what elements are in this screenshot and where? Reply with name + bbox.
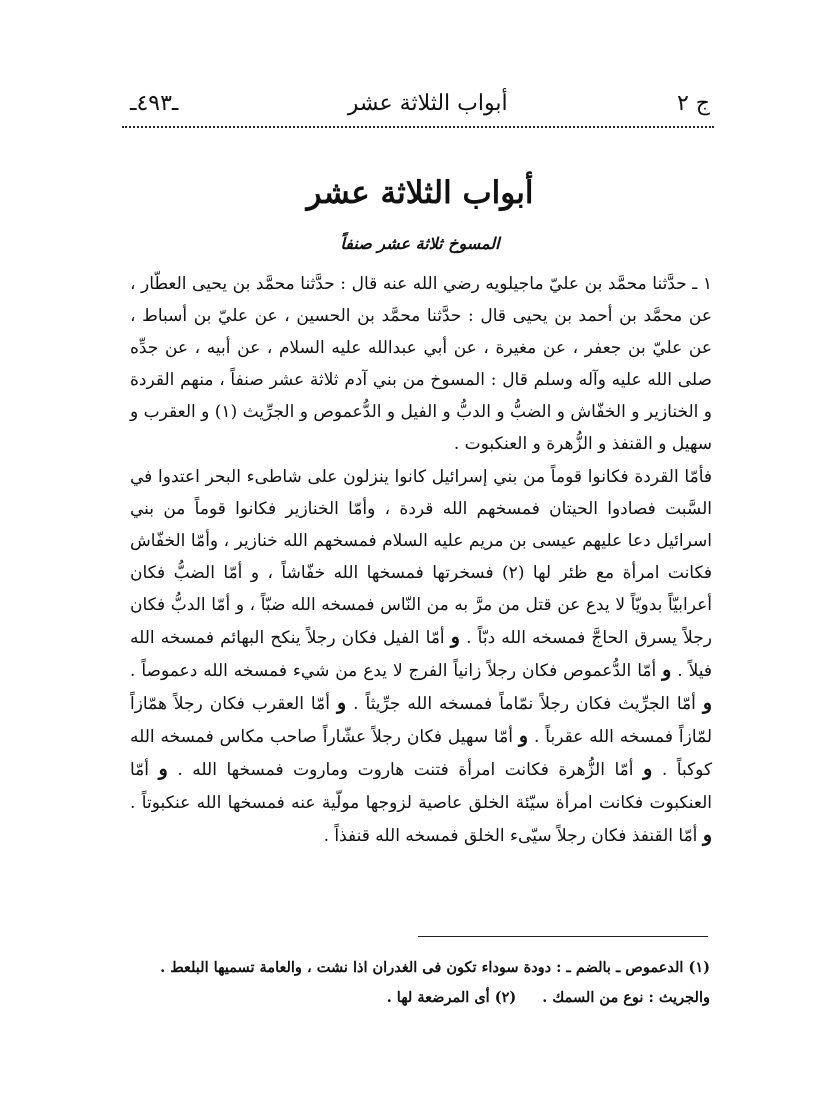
section-connector: و — [702, 823, 712, 846]
footnotes — [125, 953, 710, 1013]
page-number: ـ٤٩٣ـ — [130, 90, 179, 116]
paragraph-2-i: أمّا القنفذ فكان رجلاً سيّىء الخلق فمسخه الله قنفذاً . — [323, 825, 698, 846]
section-connector: و — [643, 758, 653, 781]
section-connector: و — [158, 758, 168, 781]
footnote-divider — [418, 936, 708, 937]
paragraph-2-g: أمّا الزُّهرة فكانت امرأة فتنت هاروت وماروت فمسخها الله . — [177, 760, 634, 781]
paragraph-2-h: أمّا العنكبوت فكانت امرأة سيّئة الخلق عاصية لزوجها مولّية عنه فمسخها الله عنكبوتاً . — [130, 760, 712, 813]
paragraph-2-f: أمّا سهيل فكان رجلاً عشّاراً صاحب مكاس فمسخه الله كوكباً . — [130, 727, 713, 781]
running-header — [130, 86, 710, 120]
footnote-2-text: (٢) أى المرضعة لها . — [386, 989, 517, 1006]
paragraph-2-d: أمّا الجرِّيث فكان رجلاً نمّاماً فمسخه الله جرِّيثاً . — [353, 694, 696, 715]
volume-label: ج ٢ — [676, 90, 710, 116]
section-connector: و — [336, 692, 347, 715]
footnote-1 — [125, 953, 710, 1013]
header-divider — [122, 126, 714, 128]
paragraph-1: ١ ـ حدَّثنا محمَّد بن عليّ ماجيلويه رضي الله عنه قال : حدَّثنا محمَّد بن يحيى العطّار ، عن محمَّد بن أحمد بن يحيى قال : حدَّثنا محمَّد بن الحسين ، عن عليّ بن أسباط ، عن عليّ بن جعفر ، عن مغيرة ، عن أبي عبدالله عليه السلام ، عن أبيه ، عن جدِّه صلى الله عليه وآله وسلم قال : المسوخ من بني آدم ثلاثة عشر صنفاً ، منهم القردة و الخنازير و الخفّاش و الضبُّ و الدبُّ و الفيل و الدُّعموص و الجرِّيث (١) و العقرب و سهيل و القنفذ و الزُّهرة و العنكبوت . — [130, 274, 713, 455]
running-title: أبواب الثلاثة عشر — [347, 90, 508, 116]
paragraph-2-e: أمّا العقرب فكان رجلاً همّازاً لمّازاً فمسخه الله عقرباً . — [130, 694, 713, 748]
paragraph-2 — [130, 461, 712, 852]
section-connector: و — [450, 626, 460, 649]
paragraph-2-a: فأمّا القردة فكانوا قوماً من بني إسرائيل كانوا ينزلون على شاطىء البحر اعتدوا في السَّبت فصادوا الحيتان فمسخهم الله قردة ، وأمّا الخنازير فكانوا قوماً من بني اسرائيل دعا عليهم عيسى بن مريم عليه السلام فمسخهم الله خنازير ، وأمّا الخفّاش فكانت امرأة مع ظئر لها (٢) فسخرتها فمسخها الله خفّاشاً ، و أمّا الضبُّ فكان أعرابيّاً بدويّاً لا يدع عن قتل من مرَّ به من النّاس فمسخه الله ضبّاً ، و أمّا الدبُّ فكان رجلاً يسرق الحاجَّ فمسخه الله دبّاً . — [130, 466, 713, 649]
paragraph-2-c: أمّا الدُّعموص فكان رجلاً زانياً الفرج لا يدع من شيء فمسخه الله دعموصاً . — [130, 661, 657, 682]
section-connector: و — [518, 725, 529, 748]
footnote-1-text: (١) الدعموص ـ بالضم ـ : دودة سوداء تكون فى الغدران اذا نشت ، والعامة تسميها البلعط . والجريث : نوع من السمك . — [160, 959, 710, 1006]
chapter-subtitle: المسوخ ثلاثة عشر صنفاً — [340, 234, 500, 253]
chapter-title: أبواب الثلاثة عشر — [306, 175, 534, 211]
section-connector: و — [702, 692, 713, 715]
body-text — [130, 268, 712, 852]
paragraph-2-b: أمّا الفيل فكان رجلاً ينكح البهائم فمسخه الله فيلاً . — [130, 628, 713, 682]
section-connector: و — [662, 659, 672, 682]
